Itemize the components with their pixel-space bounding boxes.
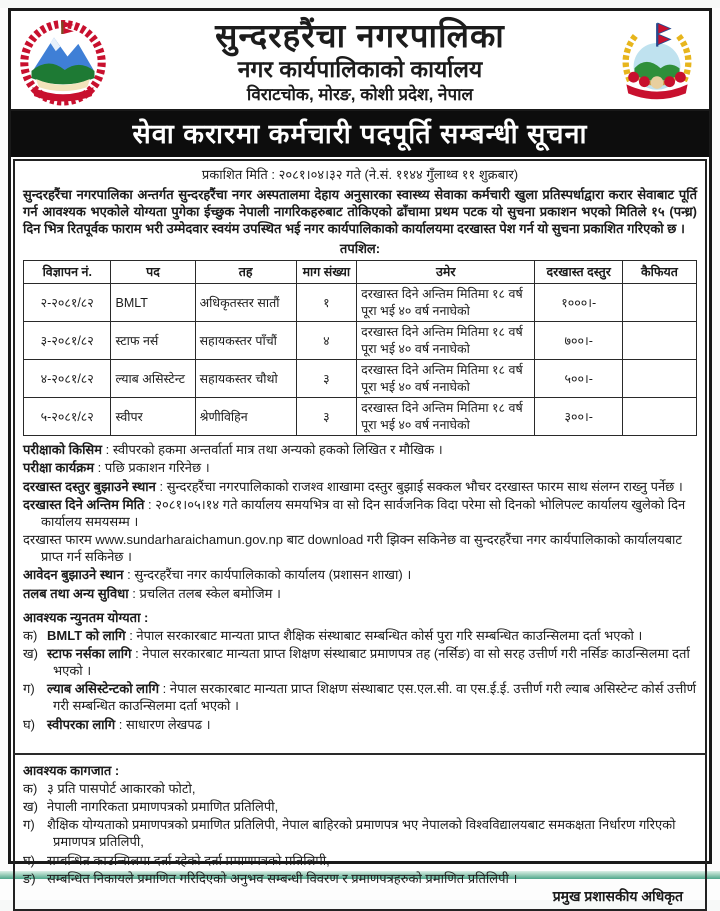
- cell-quantity: १: [296, 284, 357, 322]
- letterhead: [11, 11, 709, 109]
- nepal-emblem-icon: [17, 15, 109, 107]
- tapasil-label: तपशिल:: [339, 240, 381, 256]
- item-key: क): [23, 780, 38, 796]
- cell-remarks: [622, 360, 696, 398]
- detail-exam-type: [23, 441, 697, 458]
- document-item: [23, 798, 697, 815]
- letterhead-text: [109, 18, 611, 105]
- cell-advert-no: ५-२०८१/८२: [24, 398, 111, 436]
- notice-intro-paragraph: सुन्दरहरैंचा नगरपालिका अन्तर्गत सुन्दरहरैंचा नगर अस्पतालमा देहाय अनुसारका स्वास्थ्य सेवाका कर्मचारी खुला प्रतिस्पर्धाद्वारा करार सेवाबाट पूर्ति गर्न आवश्यक भएकोले योग्यता पुगेका ईच्छुक नेपाली नागरिकहरुबाट तोकिएको ढाँचामा प्रथम पटक यो सुचना प्रकाशन भएको मितिले १५ (पन्ध्र) दिन भित्र रितपूर्वक फाराम भरी उम्मेदवार स्वयंम उपस्थित भई नगर कार्यपालिकाको कार्यालयमा दरखास्त पेश गर्न यो सुचना प्रकाशित गरिएको छ ।: [23, 187, 697, 237]
- notice-body: [13, 159, 707, 911]
- qualification-section: [23, 606, 697, 733]
- item-key: घ): [23, 716, 36, 732]
- detail-label: दरखास्त दिने अन्तिम मिति: [23, 496, 145, 512]
- detail-exam-schedule: [23, 459, 697, 476]
- table-row: [24, 398, 697, 436]
- documents-heading: आवश्यक कागजात :: [23, 762, 120, 778]
- detail-text: : प्रचलित तलब स्केल बमोजिम ।: [128, 585, 281, 601]
- municipality-name: सुन्दरहरैंचा नगरपालिका: [215, 16, 505, 54]
- cell-remarks: [622, 322, 696, 360]
- detail-label: परीक्षाको किसिम: [23, 442, 102, 458]
- cell-age: दरखास्त दिने अन्तिम मितिमा १८ वर्ष पूरा भई ४० वर्ष ननाघेको: [357, 398, 535, 436]
- detail-text: : २०८१।०५।१४ गते कार्यालय समयभित्र वा सो दिन सार्वजनिक विदा परेमा सो दिनको भोलिपल्ट कार्यालय खुलेको दिन कार्यालय समयसम्म ।: [41, 496, 686, 529]
- notice-document: [8, 8, 712, 904]
- cell-age: दरखास्त दिने अन्तिम मितिमा १८ वर्ष पूरा भई ४० वर्ष ननाघेको: [357, 322, 535, 360]
- cell-level: श्रेणीविहिन: [195, 398, 296, 436]
- qualification-item: [23, 716, 697, 733]
- office-name: नगर कार्यपालिकाको कार्यालय: [237, 55, 483, 82]
- col-header-level: तह: [195, 260, 296, 284]
- item-key: ग): [23, 817, 35, 833]
- col-header-age: उमेर: [357, 260, 535, 284]
- col-header-quantity: माग संख्या: [296, 260, 357, 284]
- cell-advert-no: २-२०८१/८२: [24, 284, 111, 322]
- cell-post: स्वीपर: [111, 398, 195, 436]
- cell-remarks: [622, 284, 696, 322]
- vacancy-table: [23, 260, 697, 437]
- detail-label: तलब तथा अन्य सुविधा: [23, 585, 129, 601]
- cell-level: सहायकस्तर चौथो: [195, 360, 296, 398]
- detail-salary: [23, 585, 697, 602]
- detail-form-download: [23, 531, 697, 565]
- detail-text: : स्वीपरको हकमा अन्तर्वार्ता मात्र तथा अन्यको हकको लिखित र मौखिक ।: [102, 442, 443, 458]
- item-label: BMLT को लागि: [47, 627, 126, 643]
- detail-application-submit-place: [23, 566, 697, 583]
- detail-text: दरखास्त फारम www.sundarharaichamun.gov.np बाट download गरी झिक्न सकिनेछ वा सुन्दरहरैंचा नगर कार्यपालिकाको कार्यालयबाट प्राप्त गर्न सकिनेछ ।: [23, 532, 682, 565]
- item-text: : नेपाल सरकारबाट मान्यता प्राप्त शिक्षण संस्थाबाट प्रमाणपत्र तह (नर्सिङ) वा सो सरह उत्तीर्ण गरी नर्सिङ काउन्सिलमा दर्ता भएको ।: [53, 646, 690, 679]
- cell-level: सहायकस्तर पाँचौं: [195, 322, 296, 360]
- detail-fee-payment-place: [23, 478, 697, 495]
- item-label: स्वीपरका लागि: [47, 716, 116, 732]
- cell-remarks: [622, 398, 696, 436]
- item-label: स्टाफ नर्सका लागि: [47, 646, 132, 661]
- cell-age: दरखास्त दिने अन्तिम मितिमा १८ वर्ष पूरा भई ४० वर्ष ननाघेको: [357, 284, 535, 322]
- table-row: [24, 360, 697, 398]
- published-date: प्रकाशित मिति : २०८१।०४।३२ गते (ने.सं. ११४४ गुँलाथ्व ११ शुक्रबार): [201, 167, 519, 182]
- table-row: [24, 322, 697, 360]
- cell-advert-no: ४-२०८१/८२: [24, 360, 111, 398]
- item-text: नेपाली नागरिकता प्रमाणपत्रको प्रमाणित प्रतिलिपी,: [47, 799, 279, 815]
- cell-fee: ५००।-: [535, 360, 622, 398]
- detail-label: आवेदन बुझाउने स्थान: [23, 567, 124, 583]
- cell-fee: १०००।-: [535, 284, 622, 322]
- item-text: सम्बन्धित काउन्सिलमा दर्ता रहेको दर्ता प्रमाणपत्रको प्रतिलिपी,: [47, 852, 330, 868]
- item-key: क): [23, 627, 38, 643]
- item-text: ३ प्रति पासपोर्ट आकारको फोटो,: [47, 780, 196, 796]
- cell-post: स्टाफ नर्स: [111, 322, 195, 360]
- notice-banner-title: सेवा करारमा कर्मचारी पदपूर्ति सम्बन्धी सूचना: [11, 109, 709, 157]
- signatory-title: प्रमुख प्रशासकीय अधिकृत: [552, 887, 683, 904]
- qualification-item: [23, 627, 697, 644]
- qualification-heading: आवश्यक न्युनतम योग्यता :: [23, 609, 149, 625]
- cell-fee: ७००।-: [535, 322, 622, 360]
- municipality-logo-icon: [611, 15, 703, 107]
- col-header-post: पद: [111, 260, 195, 284]
- item-key: ख): [23, 799, 38, 815]
- item-text: : साधारण लेखपढ ।: [115, 716, 211, 732]
- detail-text: : सुन्दरहरैंचा नगर कार्यपालिकाको कार्यालय (प्रशासन शाखा) ।: [123, 567, 412, 583]
- document-item: [23, 816, 697, 850]
- document-item: [23, 852, 697, 869]
- cell-post: ल्याब असिस्टेन्ट: [111, 360, 195, 398]
- document-item: [23, 870, 697, 887]
- document-item: [23, 780, 697, 797]
- item-key: ग): [23, 681, 35, 697]
- col-header-advert-no: विज्ञापन नं.: [24, 260, 111, 284]
- detail-application-deadline: [23, 496, 697, 530]
- item-key: घ): [23, 852, 36, 868]
- required-documents-section: [13, 753, 707, 887]
- cell-quantity: ४: [296, 322, 357, 360]
- detail-label: दरखास्त दस्तुर बुझाउने स्थान: [23, 478, 156, 494]
- table-row: [24, 284, 697, 322]
- detail-label: परीक्षा कार्यक्रम: [23, 460, 95, 476]
- cell-quantity: ३: [296, 398, 357, 436]
- table-header-row: [24, 260, 697, 284]
- cell-age: दरखास्त दिने अन्तिम मितिमा १८ वर्ष पूरा भई ४० वर्ष ननाघेको: [357, 360, 535, 398]
- cell-fee: ३००।-: [535, 398, 622, 436]
- item-text: : नेपाल सरकारबाट मान्यता प्राप्त शिक्षण संस्थाबाट एस.एल.सी. वा एस.ई.ई. उत्तीर्ण गरी ल्याब असिस्टेन्ट कोर्स उत्तीर्ण गरी सम्बन्धित काउन्सिलमा दर्ता भएको ।: [53, 681, 696, 714]
- detail-text: : पछि प्रकाशन गरिनेछ ।: [94, 460, 210, 476]
- office-address: विराटचोक, मोरङ, कोशी प्रदेश, नेपाल: [246, 85, 474, 105]
- cell-level: अधिकृतस्तर सातौं: [195, 284, 296, 322]
- item-text: शैक्षिक योग्यताको प्रमाणपत्रको प्रमाणित प्रतिलिपी, नेपाल बाहिरको प्रमाणपत्र भए नेपालको विश्वविद्यालयबाट समकक्षता निर्धारण गरिएको प्रमाणपत्र प्रतिलिपी,: [47, 817, 676, 850]
- cell-advert-no: ३-२०८१/८२: [24, 322, 111, 360]
- detail-text: : सुन्दरहरैंचा नगरपालिकाको राजश्व शाखामा दस्तुर बुझाई सक्कल भौचर दरखास्त फारम साथ संलग्न राख्नु पर्नेछ ।: [155, 478, 683, 494]
- cell-post: BMLT: [111, 284, 195, 322]
- item-text: : नेपाल सरकारबाट मान्यता प्राप्त शैक्षिक संस्थाबाट सम्बन्धित कोर्स पुरा गरि सम्बन्धित काउन्सिलमा दर्ता भएको ।: [125, 627, 643, 643]
- item-key: ख): [23, 646, 38, 661]
- cell-quantity: ३: [296, 360, 357, 398]
- page: [0, 8, 720, 904]
- item-label: ल्याब असिस्टेन्टको लागि: [47, 681, 160, 697]
- exam-details-section: [23, 440, 697, 601]
- col-header-fee: दरखास्त दस्तुर: [535, 260, 622, 284]
- qualification-item: [23, 645, 697, 679]
- item-text: सम्बन्धित निकायले प्रमाणित गरिदिएको अनुभव सम्बन्धी विवरण र प्रमाणपत्रहरुको प्रमाणित प्रतिलिपी ।: [47, 870, 518, 886]
- item-key: ङ): [23, 870, 36, 886]
- qualification-item: [23, 680, 697, 714]
- col-header-remarks: कैफियत: [622, 260, 696, 284]
